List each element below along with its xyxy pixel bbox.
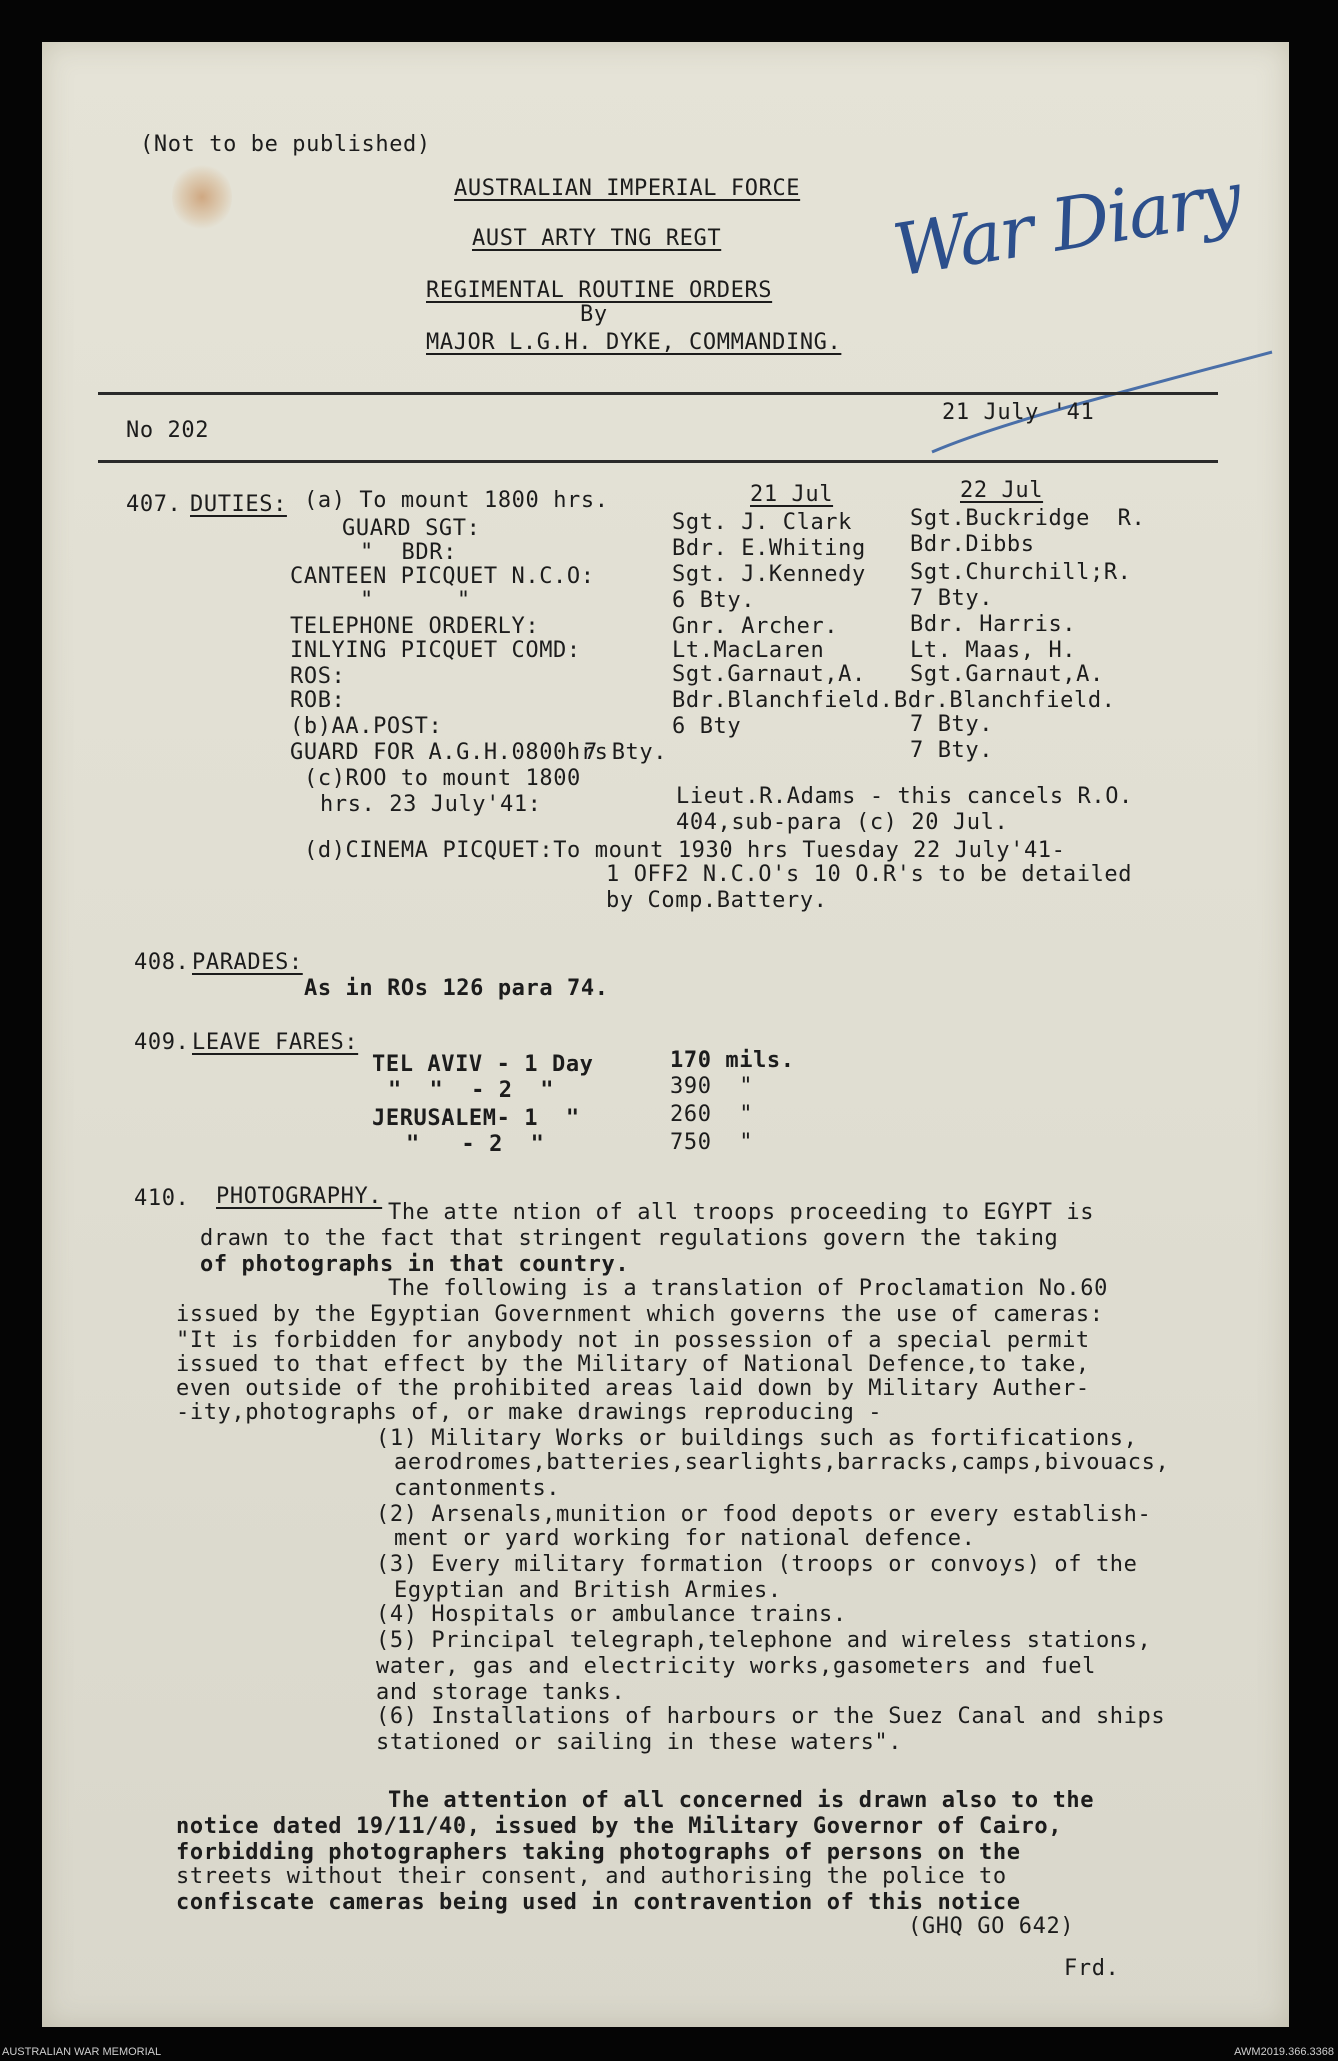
duty-value-21: Sgt. J. Clark bbox=[672, 510, 852, 535]
duty-value-22: 7 Bty. bbox=[910, 738, 994, 763]
photo-line: The following is a translation of Proclamation No.60 bbox=[388, 1276, 1108, 1301]
duty-value-22: Bdr.Blanchfield. bbox=[894, 688, 1116, 713]
duty-value-21: Sgt.Garnaut,A. bbox=[672, 662, 866, 687]
photo-item: (5) Principal telegraph,telephone and wireless stations, bbox=[376, 1628, 1152, 1653]
closing-line: forbidding photographers taking photographs of persons on the bbox=[176, 1840, 1021, 1865]
photo-item: stationed or sailing in these waters". bbox=[376, 1730, 903, 1755]
photo-item: Egyptian and British Armies. bbox=[394, 1578, 782, 1603]
photo-line: drawn to the fact that stringent regulations govern the taking bbox=[200, 1226, 1059, 1251]
duty-value-21: 7 Bty. bbox=[584, 740, 668, 765]
closing-line: streets without their consent, and authorising the police to bbox=[176, 1864, 1007, 1889]
fare-place: JERUSALEM- 1 " bbox=[372, 1106, 580, 1131]
duty-value-21: Bdr.Blanchfield. bbox=[672, 688, 894, 713]
duties-d-line1: (d)CINEMA PICQUET:To mount 1930 hrs Tuesday 22 July'41- bbox=[304, 838, 1066, 863]
photo-item: and storage tanks. bbox=[376, 1680, 626, 1705]
fare-amount: 260 " bbox=[670, 1102, 754, 1127]
photo-item: cantonments. bbox=[394, 1476, 561, 1501]
duties-d-line2: 1 OFF2 N.C.O's 10 O.R's to be detailed bbox=[606, 862, 1133, 887]
duty-label: ROB: bbox=[290, 688, 346, 713]
closing-line: The attention of all concerned is drawn also to the bbox=[388, 1788, 1095, 1813]
duty-label: GUARD SGT: bbox=[342, 516, 481, 541]
photo-line: The atte ntion of all troops proceeding to EGYPT is bbox=[388, 1200, 1095, 1225]
duty-label: " " bbox=[360, 588, 471, 613]
duty-label: GUARD FOR A.G.H.0800hrs bbox=[290, 740, 609, 765]
parades-heading: PARADES: bbox=[192, 950, 303, 975]
fare-amount: 750 " bbox=[670, 1130, 754, 1155]
duties-heading: DUTIES: bbox=[190, 492, 287, 517]
duty-label: " BDR: bbox=[360, 540, 457, 565]
handwritten-war-diary: War Diary bbox=[887, 155, 1246, 293]
duty-value-21: Sgt. J.Kennedy bbox=[672, 562, 866, 587]
parades-text: As in ROs 126 para 74. bbox=[304, 976, 609, 1001]
photo-line: issued by the Egyptian Government which governs the use of cameras: bbox=[176, 1302, 1104, 1327]
photo-line: issued to that effect by the Military of National Defence,to take, bbox=[176, 1352, 1090, 1377]
duty-value-22: Bdr. Harris. bbox=[910, 612, 1077, 637]
by-label: By bbox=[580, 302, 608, 327]
footer-left: AUSTRALIAN WAR MEMORIAL bbox=[2, 2046, 162, 2058]
document-page bbox=[42, 42, 1289, 2027]
duty-label: (b)AA.POST: bbox=[290, 714, 443, 739]
footer-right: AWM2019.366.3368 bbox=[1234, 2046, 1334, 2058]
duty-label: INLYING PICQUET COMD: bbox=[290, 638, 581, 663]
unit-title: AUST ARTY TNG REGT bbox=[472, 226, 722, 251]
fare-place: " - 2 " bbox=[406, 1132, 545, 1157]
closing-line: confiscate cameras being used in contravention of this notice bbox=[176, 1890, 1021, 1915]
fare-place: TEL AVIV - 1 Day bbox=[372, 1052, 594, 1077]
leave-number: 409. bbox=[134, 1030, 190, 1055]
fare-amount: 170 mils. bbox=[670, 1048, 795, 1073]
duties-c-line2: hrs. 23 July'41: bbox=[320, 792, 542, 817]
duty-value-22: Sgt.Churchill;R. bbox=[910, 560, 1132, 585]
duties-number: 407. bbox=[126, 492, 182, 517]
parades-number: 408. bbox=[134, 950, 190, 975]
photo-item: (2) Arsenals,munition or food depots or every establish- bbox=[376, 1502, 1152, 1527]
duty-value-22: 7 Bty. bbox=[910, 586, 994, 611]
photo-heading: PHOTOGRAPHY. bbox=[216, 1184, 383, 1209]
duties-c-text2: 404,sub-para (c) 20 Jul. bbox=[676, 810, 1009, 835]
fare-amount: 390 " bbox=[670, 1074, 754, 1099]
photo-item: (3) Every military formation (troops or convoys) of the bbox=[376, 1552, 1138, 1577]
duty-value-21: 6 Bty. bbox=[672, 588, 756, 613]
column-date-1: 21 Jul bbox=[750, 482, 834, 507]
photo-line: "It is forbidden for anybody not in possession of a special permit bbox=[176, 1328, 1090, 1353]
orders-title: REGIMENTAL ROUTINE ORDERS bbox=[426, 278, 773, 303]
photo-item: (6) Installations of harbours or the Suez Canal and ships bbox=[376, 1704, 1166, 1729]
photo-line: -ity,photographs of, or make drawings reproducing - bbox=[176, 1400, 883, 1425]
duty-label: CANTEEN PICQUET N.C.O: bbox=[290, 564, 595, 589]
photo-item: ment or yard working for national defence. bbox=[394, 1526, 976, 1551]
signoff: Frd. bbox=[1064, 1956, 1120, 1981]
duty-value-21: Gnr. Archer. bbox=[672, 614, 839, 639]
duty-value-22: Bdr.Dibbs bbox=[910, 532, 1035, 557]
stain-mark bbox=[172, 162, 232, 232]
duties-a-label: (a) To mount 1800 hrs. bbox=[304, 488, 609, 513]
leave-heading: LEAVE FARES: bbox=[192, 1030, 359, 1055]
commander-line: MAJOR L.G.H. DYKE, COMMANDING. bbox=[426, 330, 842, 355]
duty-value-21: Lt.MacLaren bbox=[672, 638, 825, 663]
duty-value-22: Lt. Maas, H. bbox=[910, 638, 1077, 663]
force-title: AUSTRALIAN IMPERIAL FORCE bbox=[454, 176, 801, 201]
duties-c-line1: (c)ROO to mount 1800 bbox=[304, 766, 581, 791]
fare-place: " " - 2 " bbox=[388, 1078, 555, 1103]
not-published-note: (Not to be published) bbox=[140, 132, 431, 157]
column-date-2: 22 Jul bbox=[960, 478, 1044, 503]
top-rule bbox=[98, 392, 1218, 395]
closing-line: notice dated 19/11/40, issued by the Military Governor of Cairo, bbox=[176, 1814, 1063, 1839]
photo-number: 410. bbox=[134, 1186, 190, 1211]
photo-line: even outside of the prohibited areas laid down by Military Auther- bbox=[176, 1376, 1090, 1401]
photo-item: water, gas and electricity works,gasometers and fuel bbox=[376, 1654, 1096, 1679]
ghq-reference: (GHQ GO 642) bbox=[908, 1914, 1075, 1939]
order-number: No 202 bbox=[126, 418, 210, 443]
photo-item: (4) Hospitals or ambulance trains. bbox=[376, 1602, 847, 1627]
duty-value-21: Bdr. E.Whiting bbox=[672, 536, 866, 561]
duty-value-21: 6 Bty bbox=[672, 714, 742, 739]
photo-item: (1) Military Works or buildings such as fortifications, bbox=[376, 1426, 1138, 1451]
duty-label: TELEPHONE ORDERLY: bbox=[290, 614, 540, 639]
second-rule bbox=[98, 460, 1218, 463]
order-date: 21 July '41 bbox=[942, 400, 1095, 425]
photo-item: aerodromes,batteries,searlights,barracks,camps,bivouacs, bbox=[394, 1450, 1170, 1475]
duty-value-22: Sgt.Garnaut,A. bbox=[910, 662, 1104, 687]
duty-value-22: Sgt.Buckridge R. bbox=[910, 506, 1146, 531]
duty-value-22: 7 Bty. bbox=[910, 712, 994, 737]
duties-d-line3: by Comp.Battery. bbox=[606, 888, 828, 913]
duty-label: ROS: bbox=[290, 664, 346, 689]
duties-c-text1: Lieut.R.Adams - this cancels R.O. bbox=[676, 784, 1133, 809]
photo-line: of photographs in that country. bbox=[200, 1252, 630, 1277]
